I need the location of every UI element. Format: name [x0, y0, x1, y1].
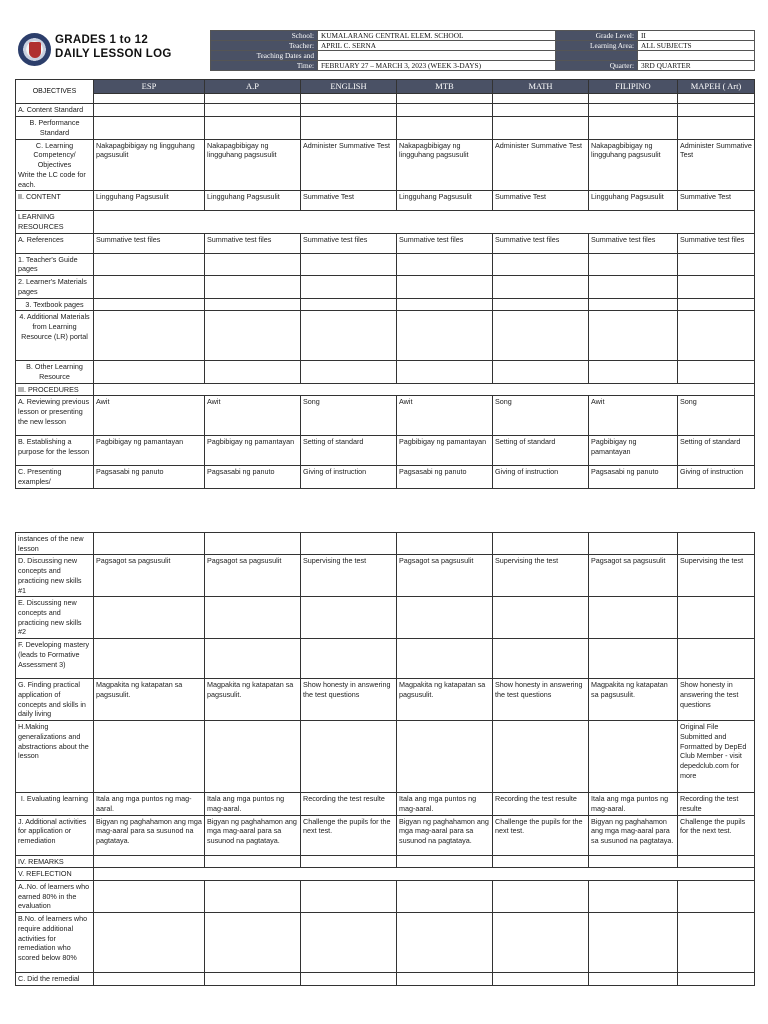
cell: Summative test files	[205, 233, 301, 253]
cell: Supervising the test	[301, 555, 397, 597]
cell-watermark-note: Original File Submitted and Formatted by DepEd Club Member - visit depedclub.com for more	[678, 721, 755, 793]
competency-note: Write the LC code for each.	[18, 169, 86, 189]
empty-cell	[589, 311, 678, 361]
empty-cell	[589, 973, 678, 986]
empty-cell	[589, 533, 678, 555]
cell: Pagbibigay ng pamantayan	[94, 436, 205, 466]
lesson-table-1	[15, 79, 755, 489]
row-label: A. Reviewing previous lesson or presenting the new lesson	[16, 396, 94, 436]
cell: Show honesty in answering the test questions	[301, 679, 397, 721]
empty-cell	[589, 639, 678, 679]
empty-cell	[94, 913, 205, 973]
cell: Recording the test resulte	[493, 793, 589, 815]
empty-cell	[94, 117, 205, 139]
empty-cell	[301, 117, 397, 139]
empty-cell	[493, 880, 589, 912]
cell: Itala ang mga puntos ng mag-aaral.	[589, 793, 678, 815]
empty-cell	[589, 276, 678, 298]
quarter-label: Quarter:	[556, 61, 638, 71]
cell: Lingguhang Pagsusulit	[94, 191, 205, 211]
col-math: MATH	[493, 80, 589, 94]
empty-cell	[301, 298, 397, 311]
empty-cell	[678, 94, 755, 104]
row-label: D. Discussing new concepts and practicing new skills #1	[16, 555, 94, 597]
empty-cell	[205, 533, 301, 555]
cell: Pagsasabi ng panuto	[205, 466, 301, 488]
empty-cell	[589, 880, 678, 912]
empty-cell	[397, 597, 493, 639]
empty-cell	[205, 361, 301, 383]
cell: Itala ang mga puntos ng mag-aaral.	[397, 793, 493, 815]
empty-cell	[589, 104, 678, 117]
empty-cell	[493, 253, 589, 275]
cell: Bigyan ng paghahamon ang mga mag-aaral para sa susunod na pagtataya.	[205, 815, 301, 855]
row-label: instances of the new lesson	[16, 533, 94, 555]
empty-cell	[493, 855, 589, 868]
empty-cell	[678, 253, 755, 275]
cell: Pagsasabi ng panuto	[94, 466, 205, 488]
cell: Nakapagbibigay ng lingguhang pagsusulit	[205, 139, 301, 191]
empty-cell	[493, 104, 589, 117]
row-label: IV. REMARKS	[16, 855, 94, 868]
row-label: 4. Additional Materials from Learning Resource (LR) portal	[16, 311, 94, 361]
cell: Itala ang mga puntos ng mag-aaral.	[205, 793, 301, 815]
empty-cell	[397, 311, 493, 361]
col-ap: A.P	[205, 80, 301, 94]
empty-cell	[589, 721, 678, 793]
row-label: II. CONTENT	[16, 191, 94, 211]
empty-cell	[589, 94, 678, 104]
empty-cell	[301, 361, 397, 383]
cell: Nakapagbibigay ng lingguhang pagsusulit	[589, 139, 678, 191]
empty-cell	[94, 880, 205, 912]
cell: Magpakita ng katapatan sa pagsusulit.	[205, 679, 301, 721]
empty-cell	[205, 880, 301, 912]
objectives-header: OBJECTIVES	[16, 80, 94, 104]
empty-cell	[493, 298, 589, 311]
cell: Pagsasabi ng panuto	[397, 466, 493, 488]
row-label: E. Discussing new concepts and practicing new skills #2	[16, 597, 94, 639]
empty-cell	[301, 94, 397, 104]
empty-cell	[678, 533, 755, 555]
empty-cell	[94, 639, 205, 679]
empty-cell	[397, 361, 493, 383]
empty-cell	[94, 211, 755, 233]
empty-cell	[301, 311, 397, 361]
empty-cell	[678, 311, 755, 361]
cell: Bigyan ng paghahamon ang mga mag-aaral para sa susunod na pagtataya.	[397, 815, 493, 855]
cell: Supervising the test	[678, 555, 755, 597]
cell: Giving of instruction	[678, 466, 755, 488]
cell: Recording the test resulte	[301, 793, 397, 815]
empty-cell	[397, 973, 493, 986]
empty-cell	[397, 298, 493, 311]
cell: Summative test files	[589, 233, 678, 253]
row-label: A. Content Standard	[16, 104, 94, 117]
empty-cell	[205, 104, 301, 117]
empty-cell	[493, 311, 589, 361]
cell: Giving of instruction	[493, 466, 589, 488]
document-title-line1: GRADES 1 to 12	[55, 34, 149, 46]
empty-cell	[94, 311, 205, 361]
document-title-line2: DAILY LESSON LOG	[55, 48, 172, 60]
cell: Administer Summative Test	[493, 139, 589, 191]
empty-cell	[678, 298, 755, 311]
empty-cell	[589, 855, 678, 868]
empty-cell	[94, 597, 205, 639]
col-english: ENGLISH	[301, 80, 397, 94]
row-label: I. Evaluating learning	[16, 793, 94, 815]
cell: Setting of standard	[301, 436, 397, 466]
row-label: C. Did the remedial	[16, 973, 94, 986]
cell: Summative Test	[301, 191, 397, 211]
cell: Awit	[589, 396, 678, 436]
quarter-spacer-value	[638, 51, 755, 61]
cell: Itala ang mga puntos ng mag-aaral.	[94, 793, 205, 815]
cell: Administer Summative Test	[678, 139, 755, 191]
empty-cell	[493, 721, 589, 793]
row-label: LEARNING RESOURCES	[16, 211, 94, 233]
empty-cell	[205, 973, 301, 986]
row-label: 2. Learner's Materials pages	[16, 276, 94, 298]
empty-cell	[301, 533, 397, 555]
teacher-label: Teacher:	[211, 41, 318, 51]
area-value: ALL SUBJECTS	[638, 41, 755, 51]
cell: Song	[678, 396, 755, 436]
lesson-log-page-2	[15, 532, 754, 986]
empty-cell	[397, 276, 493, 298]
row-label: A. References	[16, 233, 94, 253]
row-label	[16, 139, 94, 191]
quarter-spacer	[556, 51, 638, 61]
cell: Summative Test	[678, 191, 755, 211]
row-label: 1. Teacher's Guide pages	[16, 253, 94, 275]
cell: Administer Summative Test	[301, 139, 397, 191]
empty-cell	[205, 639, 301, 679]
row-label: H.Making generalizations and abstractions about the lesson	[16, 721, 94, 793]
empty-cell	[589, 913, 678, 973]
empty-cell	[678, 639, 755, 679]
empty-cell	[397, 855, 493, 868]
empty-cell	[205, 117, 301, 139]
grade-label: Grade Level:	[556, 31, 638, 41]
empty-cell	[493, 973, 589, 986]
cell: Summative test files	[397, 233, 493, 253]
row-label: III. PROCEDURES	[16, 383, 94, 396]
row-label: B.No. of learners who require additional activities for remediation who scored below 80%	[16, 913, 94, 973]
empty-cell	[678, 104, 755, 117]
empty-cell	[94, 361, 205, 383]
empty-cell	[397, 639, 493, 679]
deped-seal-icon	[18, 33, 51, 66]
empty-cell	[493, 913, 589, 973]
cell: Challenge the pupils for the next test.	[493, 815, 589, 855]
cell: Pagsagot sa pagsusulit	[94, 555, 205, 597]
empty-cell	[94, 94, 205, 104]
row-label: V. REFLECTION	[16, 868, 94, 881]
row-label: F. Developing mastery (leads to Formative Assessment 3)	[16, 639, 94, 679]
cell: Pagsagot sa pagsusulit	[397, 555, 493, 597]
cell: Setting of standard	[493, 436, 589, 466]
dates-label-line1: Teaching Dates and	[256, 51, 314, 60]
empty-cell	[493, 361, 589, 383]
school-value: KUMALARANG CENTRAL ELEM. SCHOOL	[318, 31, 556, 41]
cell: Challenge the pupils for the next test.	[678, 815, 755, 855]
teacher-value: APRIL C. SERNA	[318, 41, 556, 51]
empty-cell	[301, 597, 397, 639]
cell: Bigyan ng paghahamon ang mga mag-aaral para sa susunod na pagtataya.	[589, 815, 678, 855]
cell: Awit	[205, 396, 301, 436]
empty-cell	[301, 880, 397, 912]
empty-cell	[94, 721, 205, 793]
lesson-table-2	[15, 532, 755, 986]
lesson-log-page-1	[15, 79, 754, 489]
row-label: A..No. of learners who earned 80% in the evaluation	[16, 880, 94, 912]
empty-cell	[678, 276, 755, 298]
competency-label: C. Learning Competency/ Objectives	[33, 140, 76, 170]
empty-cell	[301, 721, 397, 793]
empty-cell	[94, 253, 205, 275]
empty-cell	[678, 973, 755, 986]
dates-label	[211, 51, 318, 61]
info-table	[210, 30, 755, 71]
cell: Summative test files	[678, 233, 755, 253]
empty-cell	[678, 913, 755, 973]
empty-cell	[301, 913, 397, 973]
cell: Pagsasabi ng panuto	[589, 466, 678, 488]
empty-cell	[94, 868, 755, 881]
empty-cell	[397, 104, 493, 117]
empty-cell	[94, 276, 205, 298]
empty-cell	[205, 276, 301, 298]
empty-cell	[301, 104, 397, 117]
cell: Giving of instruction	[301, 466, 397, 488]
empty-cell	[94, 855, 205, 868]
empty-cell	[678, 361, 755, 383]
cell: Nakapagbibigay ng lingguhang pagsusulit	[94, 139, 205, 191]
empty-cell	[301, 639, 397, 679]
empty-cell	[493, 94, 589, 104]
empty-cell	[397, 533, 493, 555]
school-label: School:	[211, 31, 318, 41]
empty-cell	[397, 117, 493, 139]
empty-cell	[205, 311, 301, 361]
cell: Magpakita ng katapatan sa pagsusulit.	[397, 679, 493, 721]
cell: Song	[493, 396, 589, 436]
empty-cell	[205, 253, 301, 275]
row-label: B. Establishing a purpose for the lesson	[16, 436, 94, 466]
cell: Lingguhang Pagsusulit	[397, 191, 493, 211]
empty-cell	[589, 253, 678, 275]
empty-cell	[493, 117, 589, 139]
cell: Challenge the pupils for the next test.	[301, 815, 397, 855]
col-esp: ESP	[94, 80, 205, 94]
empty-cell	[205, 913, 301, 973]
empty-cell	[205, 298, 301, 311]
empty-cell	[205, 597, 301, 639]
cell: Pagbibigay ng pamantayan	[205, 436, 301, 466]
row-label: 3. Textbook pages	[16, 298, 94, 311]
dates-spacer	[318, 51, 556, 61]
empty-cell	[397, 880, 493, 912]
empty-cell	[94, 298, 205, 311]
empty-cell	[205, 721, 301, 793]
cell: Show honesty in answering the test questions	[678, 679, 755, 721]
cell: Nakapagbibigay ng lingguhang pagsusulit	[397, 139, 493, 191]
empty-cell	[678, 597, 755, 639]
empty-cell	[493, 276, 589, 298]
empty-cell	[589, 117, 678, 139]
cell: Supervising the test	[493, 555, 589, 597]
cell: Lingguhang Pagsusulit	[205, 191, 301, 211]
cell: Awit	[94, 396, 205, 436]
cell: Setting of standard	[678, 436, 755, 466]
row-label: B. Performance Standard	[16, 117, 94, 139]
empty-cell	[589, 361, 678, 383]
cell: Awit	[397, 396, 493, 436]
empty-cell	[301, 276, 397, 298]
empty-cell	[678, 117, 755, 139]
col-mtb: MTB	[397, 80, 493, 94]
cell: Pagsagot sa pagsusulit	[205, 555, 301, 597]
cell: Pagbibigay ng pamantayan	[589, 436, 678, 466]
empty-cell	[301, 973, 397, 986]
empty-cell	[493, 597, 589, 639]
col-filipino: FILIPINO	[589, 80, 678, 94]
cell: Magpakita ng katapatan sa pagsusulit.	[589, 679, 678, 721]
cell: Bigyan ng paghahamon ang mga mag-aaral para sa susunod na pagtataya.	[94, 815, 205, 855]
cell: Summative test files	[493, 233, 589, 253]
empty-cell	[589, 298, 678, 311]
empty-cell	[678, 855, 755, 868]
cell: Summative test files	[94, 233, 205, 253]
empty-cell	[301, 855, 397, 868]
area-label: Learning Area:	[556, 41, 638, 51]
empty-cell	[493, 639, 589, 679]
empty-cell	[397, 913, 493, 973]
empty-cell	[94, 533, 205, 555]
empty-cell	[589, 597, 678, 639]
cell: Pagbibigay ng pamantayan	[397, 436, 493, 466]
empty-cell	[205, 94, 301, 104]
quarter-value: 3RD QUARTER	[638, 61, 755, 71]
dates-value: FEBRUARY 27 – MARCH 3, 2023 (WEEK 3-DAYS)	[318, 61, 556, 71]
cell: Song	[301, 396, 397, 436]
cell: Pagsagot sa pagsusulit	[589, 555, 678, 597]
cell: Show honesty in answering the test questions	[493, 679, 589, 721]
empty-cell	[397, 253, 493, 275]
empty-cell	[94, 383, 755, 396]
empty-cell	[94, 104, 205, 117]
empty-cell	[397, 721, 493, 793]
col-mapeh: MAPEH ( Art)	[678, 80, 755, 94]
cell: Magpakita ng katapatan sa pagsusulit.	[94, 679, 205, 721]
grade-value: II	[638, 31, 755, 41]
row-label: J. Additional activities for application or remediation	[16, 815, 94, 855]
document-header	[15, 30, 754, 72]
empty-cell	[301, 253, 397, 275]
row-label: G. Finding practical application of concepts and skills in daily living	[16, 679, 94, 721]
cell: Summative Test	[493, 191, 589, 211]
cell: Summative test files	[301, 233, 397, 253]
empty-cell	[493, 533, 589, 555]
time-label: Time:	[211, 61, 318, 71]
cell: Lingguhang Pagsusulit	[589, 191, 678, 211]
row-label: B. Other Learning Resource	[16, 361, 94, 383]
empty-cell	[678, 880, 755, 912]
empty-cell	[397, 94, 493, 104]
row-label: C. Presenting examples/	[16, 466, 94, 488]
empty-cell	[205, 855, 301, 868]
empty-cell	[94, 973, 205, 986]
cell: Recording the test resulte	[678, 793, 755, 815]
